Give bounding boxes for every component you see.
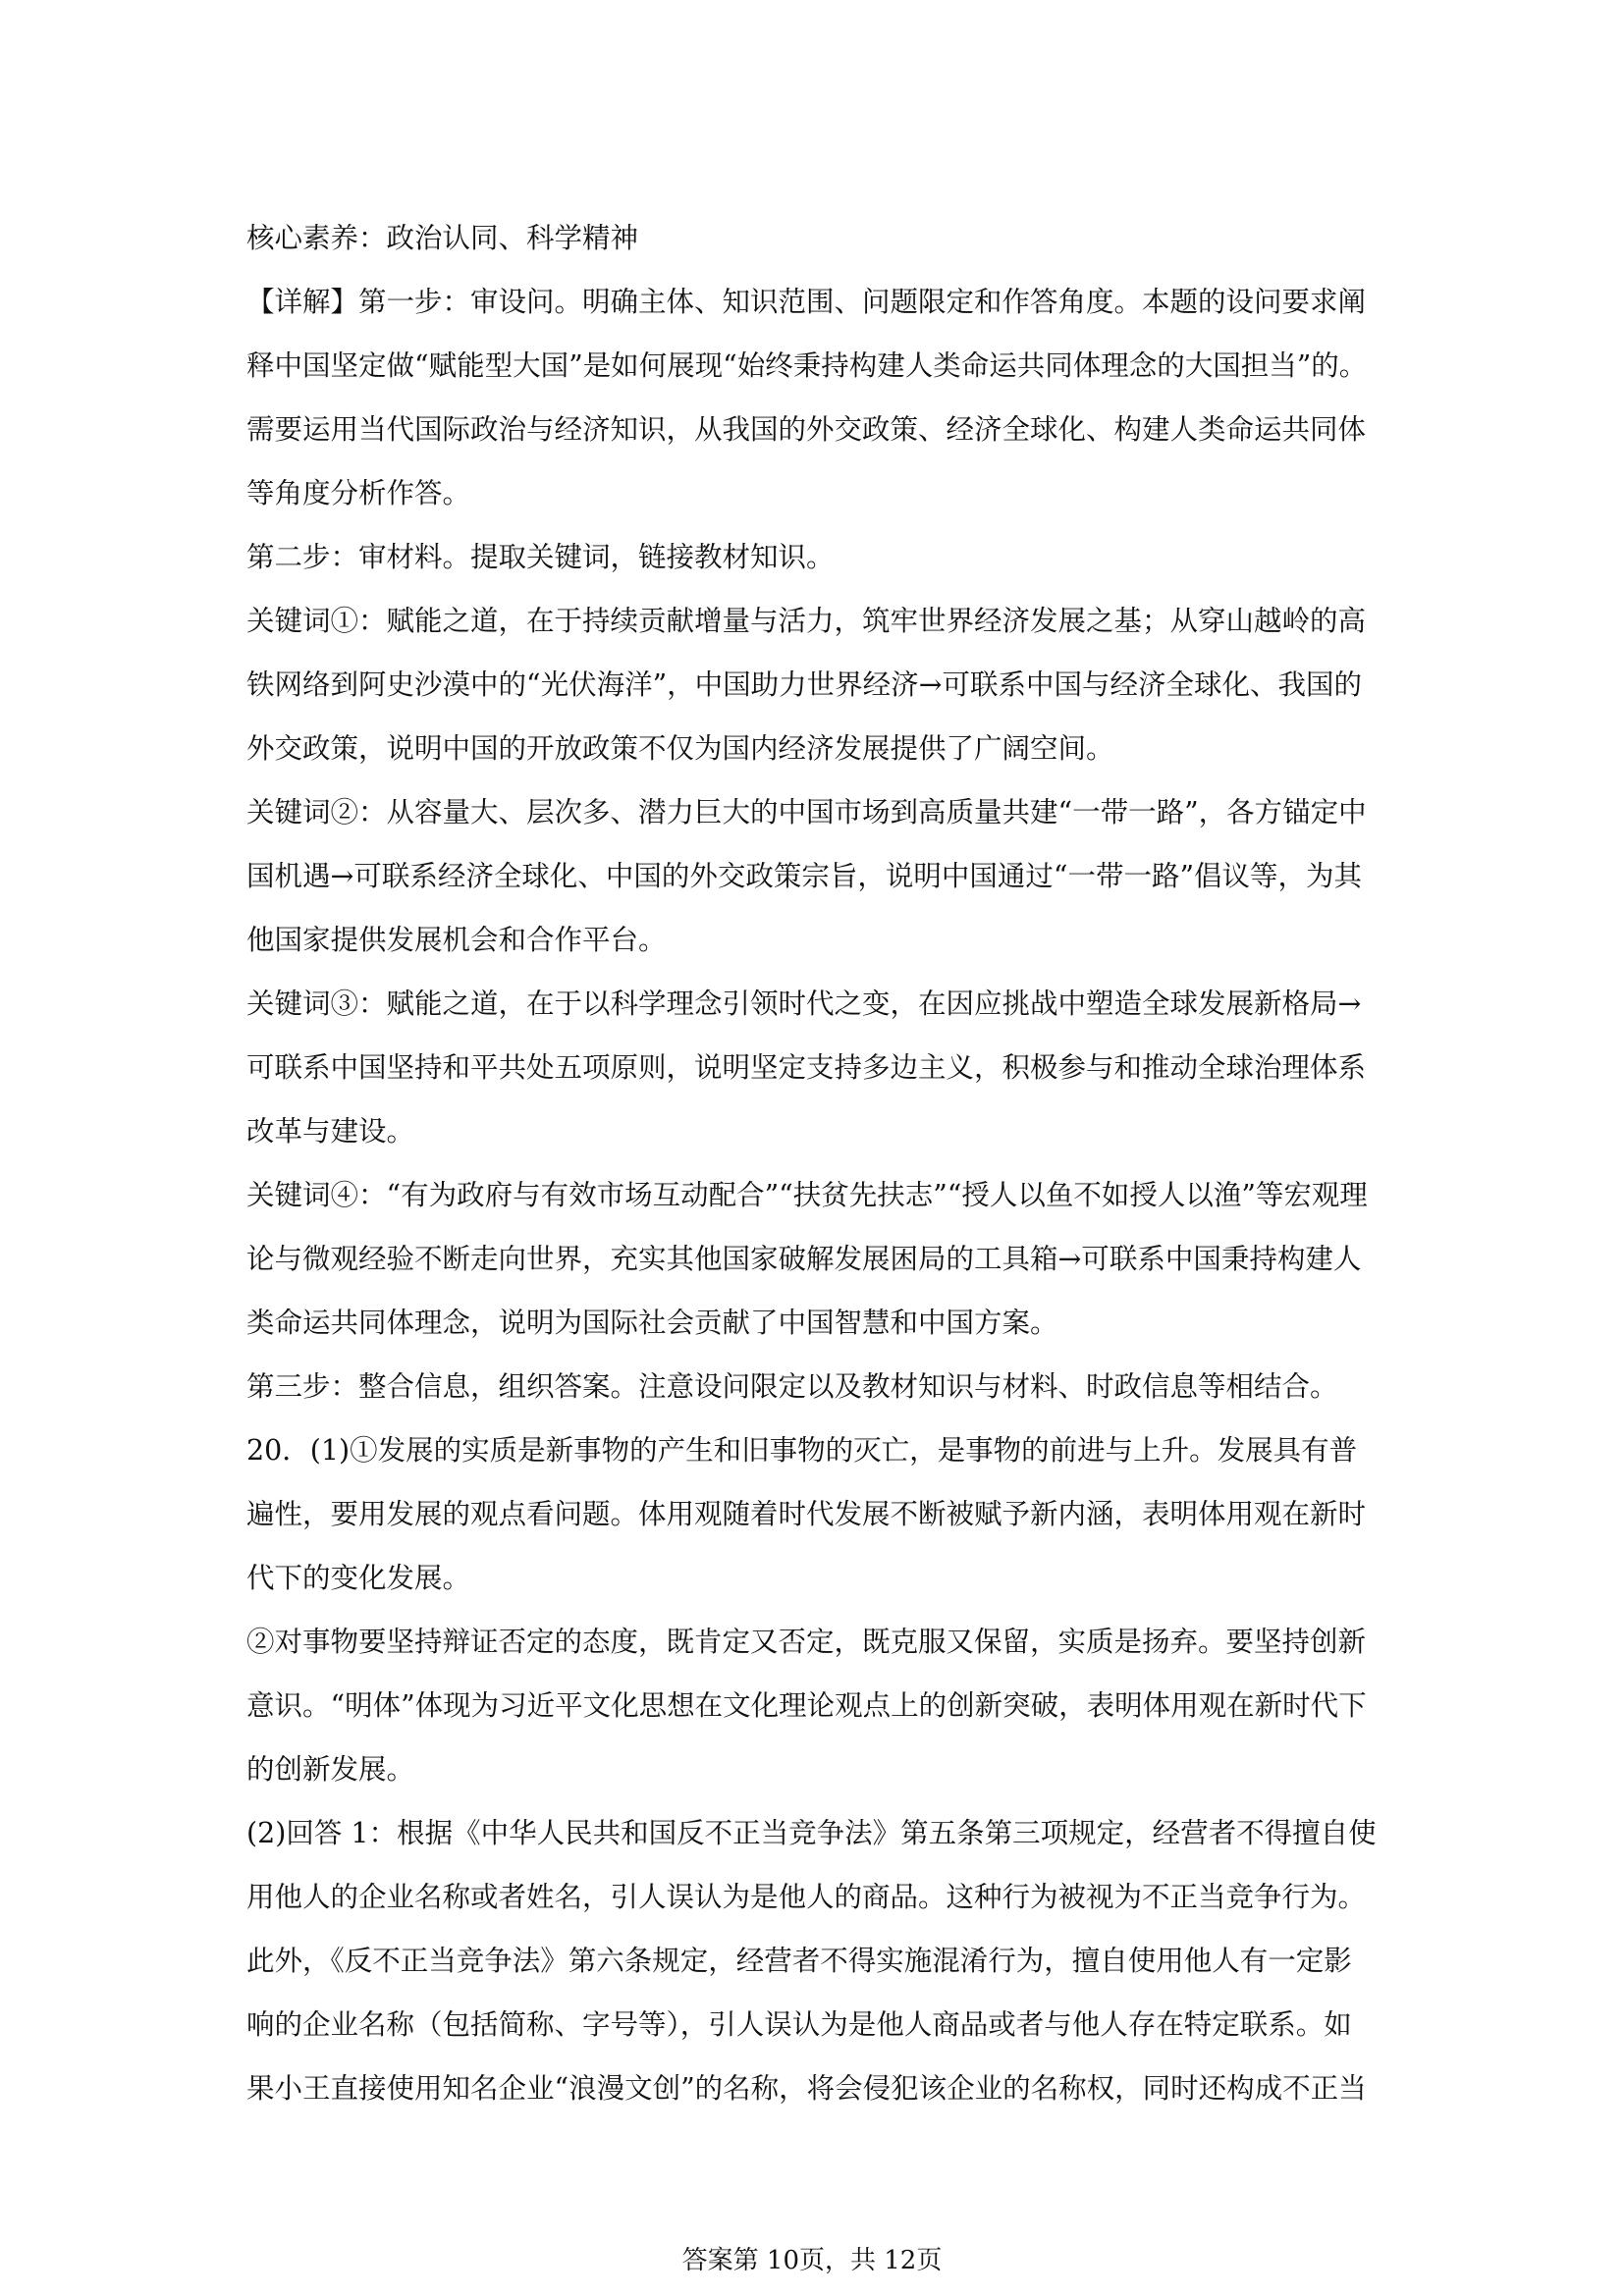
text-line: 第三步：整合信息，组织答案。注意设问限定以及教材知识与材料、时政信息等相结合。 bbox=[246, 1370, 1338, 1403]
text-line: 等角度分析作答。 bbox=[246, 477, 471, 509]
document-body bbox=[246, 206, 1378, 2120]
text-line: 关键词④：“有为政府与有效市场互动配合”“扶贫先扶志”“授人以鱼不如授人以渔”等宏观理 bbox=[246, 1179, 1368, 1211]
text-line: 类命运共同体理念，说明为国际社会贡献了中国智慧和中国方案。 bbox=[246, 1307, 1058, 1339]
text-line: (2)回答 1：根据《中华人民共和国反不正当竞争法》第五条第三项规定，经营者不得擅自使 bbox=[246, 1817, 1377, 1849]
text-line: 铁网络到阿史沙漠中的“光伏海洋”，中国助力世界经济→可联系中国与经济全球化、我国的 bbox=[246, 668, 1363, 701]
text-line: ②对事物要坚持辩证否定的态度，既肯定又否定，既克服又保留，实质是扬弃。要坚持创新 bbox=[246, 1626, 1367, 1658]
text-line: 响的企业名称（包括简称、字号等），引人误认为是他人商品或者与他人存在特定联系。如 bbox=[246, 2008, 1352, 2041]
page-footer: 答案第 10页，共 12页 bbox=[681, 2246, 943, 2275]
text-line: 论与微观经验不断走向世界，充实其他国家破解发展困局的工具箱→可联系中国秉持构建人 bbox=[246, 1243, 1362, 1275]
text-line: 此外，《反不正当竞争法》第六条规定，经营者不得实施混淆行为，擅自使用他人有一定影 bbox=[246, 1945, 1352, 1977]
text-line: 关键词①：赋能之道，在于持续贡献增量与活力，筑牢世界经济发展之基；从穿山越岭的高 bbox=[246, 605, 1367, 637]
text-line: 意识。“明体”体现为习近平文化思想在文化理论观点上的创新突破，表明体用观在新时代下 bbox=[246, 1689, 1367, 1722]
text-line: 代下的变化发展。 bbox=[246, 1562, 471, 1594]
text-line: 用他人的企业名称或者姓名，引人误认为是他人的商品。这种行为被视为不正当竞争行为。 bbox=[246, 1881, 1367, 1913]
text-line: 可联系中国坚持和平共处五项原则，说明坚定支持多边主义，积极参与和推动全球治理体系 bbox=[246, 1051, 1367, 1084]
text-line: 释中国坚定做“赋能型大国”是如何展现“始终秉持构建人类命运共同体理念的大国担当”的。 bbox=[246, 349, 1368, 382]
text-line: 外交政策，说明中国的开放政策不仅为国内经济发展提供了广阔空间。 bbox=[246, 732, 1114, 765]
text-line: 改革与建设。 bbox=[246, 1115, 415, 1148]
text-line: 果小王直接使用知名企业“浪漫文创”的名称，将会侵犯该企业的名称权，同时还构成不正当 bbox=[246, 2072, 1367, 2105]
text-line: 核心素养：政治认同、科学精神 bbox=[246, 222, 639, 254]
text-line: 20．(1)①发展的实质是新事物的产生和旧事物的灭亡，是事物的前进与上升。发展具有普 bbox=[246, 1434, 1358, 1467]
text-line: 他国家提供发展机会和合作平台。 bbox=[246, 924, 667, 956]
text-line: 的创新发展。 bbox=[246, 1753, 415, 1786]
text-line: 【详解】第一步：审设问。明确主体、知识范围、问题限定和作答角度。本题的设问要求阐 bbox=[246, 286, 1367, 318]
text-line: 国机遇→可联系经济全球化、中国的外交政策宗旨，说明中国通过“一带一路”倡议等，为其 bbox=[246, 860, 1363, 892]
text-line: 第二步：审材料。提取关键词，链接教材知识。 bbox=[246, 541, 835, 573]
text-line: 遍性，要用发展的观点看问题。体用观随着时代发展不断被赋予新内涵，表明体用观在新时 bbox=[246, 1498, 1367, 1530]
text-line: 关键词②：从容量大、层次多、潜力巨大的中国市场到高质量共建“一带一路”，各方锚定中 bbox=[246, 796, 1367, 828]
text-line: 需要运用当代国际政治与经济知识，从我国的外交政策、经济全球化、构建人类命运共同体 bbox=[246, 413, 1367, 446]
text-line: 关键词③：赋能之道，在于以科学理念引领时代之变，在因应挑战中塑造全球发展新格局→ bbox=[246, 988, 1362, 1020]
